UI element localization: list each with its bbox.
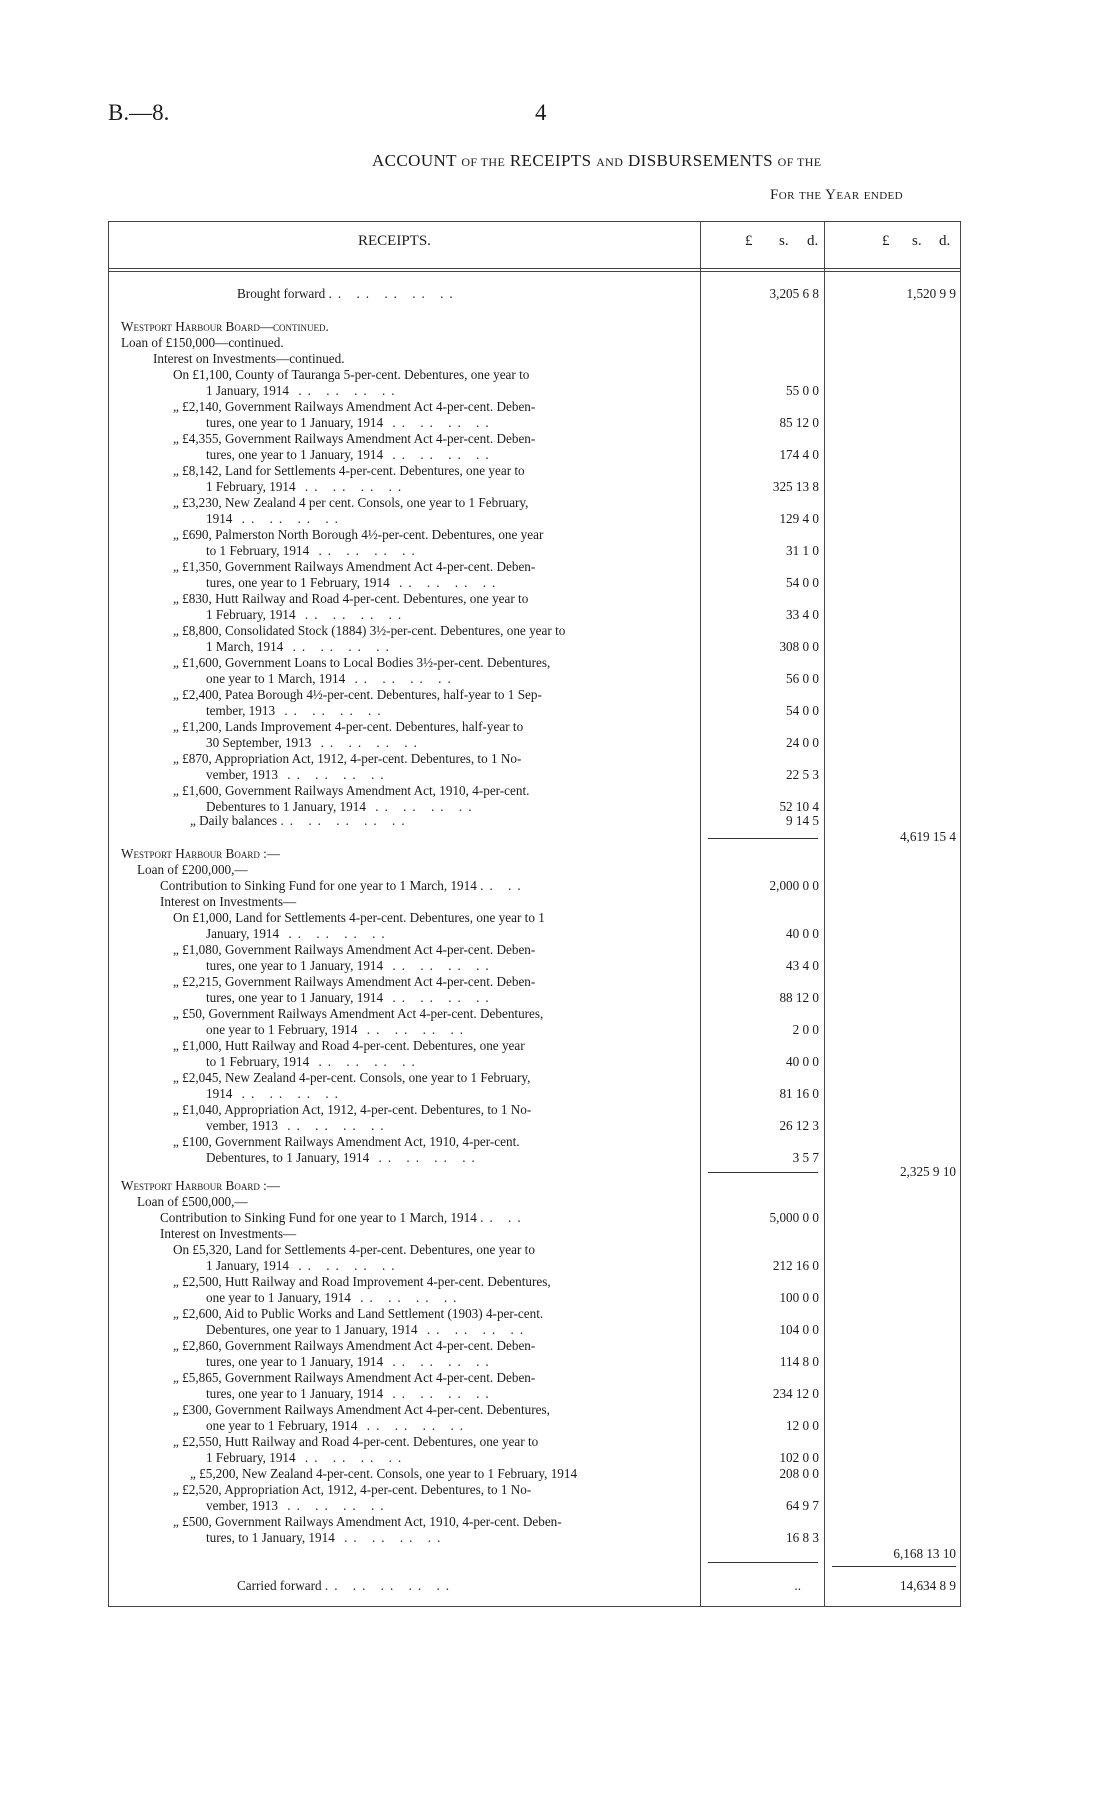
- column-divider-detail: [700, 221, 701, 1607]
- section2-total: 2,325 9 10: [899, 1164, 956, 1179]
- section1-item-amount: 31 1 0: [786, 543, 819, 558]
- section3-title: Westport Harbour Board :—: [121, 1178, 280, 1193]
- heading-and: AND: [596, 155, 624, 169]
- heading-of-the-1: OF THE: [461, 155, 506, 169]
- column-heading-pounds: £: [745, 233, 753, 249]
- section1-item-line2: tures, one year to 1 January, 1914 .. .. .. ..: [206, 415, 495, 430]
- carried-forward-row: Carried forward .. .. .. .. ..: [237, 1578, 456, 1593]
- section2-item-line1: On £1,000, Land for Settlements 4-per-cent. Debentures, one year to 1: [173, 910, 545, 925]
- page-number: 4: [535, 100, 547, 125]
- section2-item-amount: 88 12 0: [779, 990, 819, 1005]
- section3-item-line1: „ £2,500, Hutt Railway and Road Improvement 4-per-cent. Debentures,: [173, 1274, 551, 1289]
- section2-item-line2: tures, one year to 1 January, 1914 .. .. .. ..: [206, 958, 495, 973]
- section3-item-line2: Debentures, one year to 1 January, 1914 .. .. .. ..: [206, 1322, 530, 1337]
- section1-item-amount: 33 4 0: [786, 607, 819, 622]
- section3b-item-amount: 16 8 3: [786, 1530, 819, 1545]
- section2-item-amount: 40 0 0: [786, 926, 819, 941]
- heading-account: ACCOUNT: [372, 151, 457, 170]
- brought-forward-row: Brought forward .. .. .. .. ..: [237, 286, 459, 301]
- section1-item-line2: one year to 1 March, 1914 .. .. .. ..: [206, 671, 457, 686]
- section2-item-amount: 26 12 3: [779, 1118, 819, 1133]
- section1-title: Westport Harbour Board—continued.: [121, 319, 329, 334]
- section1-item-line1: „ £690, Palmerston North Borough 4½-per-cent. Debentures, one year: [173, 527, 544, 542]
- section1-item-line2: 30 September, 1913 .. .. .. ..: [206, 735, 423, 750]
- column-heading-total-pence: d.: [939, 233, 951, 249]
- section2-item-line1: „ £1,000, Hutt Railway and Road 4-per-cent. Debentures, one year: [173, 1038, 525, 1053]
- section2-item-line1: „ £1,080, Government Railways Amendment Act 4-per-cent. Deben-: [173, 942, 536, 957]
- section1-item-amount: 54 0 0: [786, 703, 819, 718]
- section3-item-amount: 212 16 0: [772, 1258, 819, 1273]
- brought-forward-total: 1,520 9 9: [906, 286, 956, 301]
- page-heading: [372, 151, 822, 171]
- section3-loan: Loan of £500,000,—: [137, 1194, 248, 1209]
- section3b-item-line1: „ £500, Government Railways Amendment Act, 1910, 4-per-cent. Deben-: [173, 1514, 562, 1529]
- column-heading-shillings: s.: [779, 233, 789, 249]
- column-heading-total-pounds: £: [882, 233, 890, 249]
- section2-item-line2: vember, 1913 .. .. .. ..: [206, 1118, 390, 1133]
- section3-item-line1: „ £5,865, Government Railways Amendment Act 4-per-cent. Deben-: [173, 1370, 536, 1385]
- section2-item-line2: to 1 February, 1914 .. .. .. ..: [206, 1054, 421, 1069]
- section3-item-line1: „ £2,600, Aid to Public Works and Land Settlement (1903) 4-per-cent.: [173, 1306, 544, 1321]
- section3-item-line1: „ £300, Government Railways Amendment Act 4-per-cent. Debentures,: [173, 1402, 550, 1417]
- section3-item-amount: 104 0 0: [779, 1322, 819, 1337]
- section3b-item-line2: tures, to 1 January, 1914 .. .. .. ..: [206, 1530, 447, 1545]
- section1-interest: Interest on Investments—continued.: [153, 351, 345, 366]
- section1-item-amount: 56 0 0: [786, 671, 819, 686]
- section3-item-line1: „ £2,550, Hutt Railway and Road 4-per-cent. Debentures, one year to: [173, 1434, 539, 1449]
- section3-item-amount: 100 0 0: [779, 1290, 819, 1305]
- section3-item-amount: 114 8 0: [779, 1354, 819, 1369]
- grand-total-rule: [832, 1566, 956, 1567]
- section2-item-amount: 40 0 0: [786, 1054, 819, 1069]
- section1-item-line2: 1 February, 1914 .. .. .. ..: [206, 479, 408, 494]
- subheading-year-ended: Year ended: [825, 187, 904, 203]
- section1-item-amount: 129 4 0: [779, 511, 819, 526]
- brought-forward-detail: 3,205 6 8: [769, 286, 819, 301]
- section1-item-line1: „ £4,355, Government Railways Amendment Act 4-per-cent. Deben-: [173, 431, 536, 446]
- section1-item-line1: „ £8,142, Land for Settlements 4-per-cent. Debentures, one year to: [173, 463, 525, 478]
- section2-item-amount: 3 5 7: [792, 1150, 819, 1165]
- column-heading-total-shillings: s.: [912, 233, 922, 249]
- section2-item-line1: „ £2,215, Government Railways Amendment Act 4-per-cent. Deben-: [173, 974, 536, 989]
- section1-item-line1: „ £1,350, Government Railways Amendment Act 4-per-cent. Deben-: [173, 559, 536, 574]
- section3-item-line2: one year to 1 February, 1914 .. .. .. ..: [206, 1418, 470, 1433]
- heading-disbursements: DISBURSEMENTS: [627, 151, 773, 170]
- section3-contribution-amount: 5,000 0 0: [769, 1210, 819, 1225]
- section1-daily-balances: „ Daily balances .. .. .. .. ..: [190, 813, 411, 828]
- section1-item-line2: 1 January, 1914 .. .. .. ..: [206, 383, 401, 398]
- section1-item-amount: 174 4 0: [779, 447, 819, 462]
- section1-item-amount: 85 12 0: [779, 415, 819, 430]
- section2-interest: Interest on Investments—: [160, 894, 297, 909]
- brought-forward-label: Brought forward: [237, 286, 326, 301]
- section1-item-line1: „ £870, Appropriation Act, 1912, 4-per-cent. Debentures, to 1 No-: [173, 751, 522, 766]
- section1-item-line1: „ £3,230, New Zealand 4 per cent. Consols, one year to 1 February,: [173, 495, 529, 510]
- subheading-for-the: For the: [770, 187, 822, 203]
- carried-forward-label: Carried forward: [237, 1578, 322, 1593]
- section1-item-line2: 1914 .. .. .. ..: [206, 511, 344, 526]
- section2-loan: Loan of £200,000,—: [137, 862, 248, 877]
- section1-item-line2: to 1 February, 1914 .. .. .. ..: [206, 543, 421, 558]
- section1-item-line1: „ £2,400, Patea Borough 4½-per-cent. Debentures, half-year to 1 Sep-: [173, 687, 542, 702]
- heading-receipts: RECEIPTS: [509, 151, 592, 170]
- section1-total: 4,619 15 4: [899, 829, 956, 844]
- section2-contribution: Contribution to Sinking Fund for one year to 1 March, 1914 .. ..: [160, 878, 527, 893]
- section1-item-amount: 55 0 0: [786, 383, 819, 398]
- section3-item-line2: tures, one year to 1 January, 1914 .. .. .. ..: [206, 1386, 495, 1401]
- section2-item-line1: „ £50, Government Railways Amendment Act 4-per-cent. Debentures,: [173, 1006, 544, 1021]
- section1-item-line1: „ £8,800, Consolidated Stock (1884) 3½-per-cent. Debentures, one year to: [173, 623, 566, 638]
- section1-loan: Loan of £150,000—continued.: [121, 335, 284, 350]
- section3b-item-line1: „ £2,520, Appropriation Act, 1912, 4-per-cent. Debentures, to 1 No-: [173, 1482, 532, 1497]
- section1-item-line2: tures, one year to 1 February, 1914 .. .. .. ..: [206, 575, 502, 590]
- section3-item-line2: 1 February, 1914 .. .. .. ..: [206, 1450, 408, 1465]
- section3-item-line2: one year to 1 January, 1914 .. .. .. ..: [206, 1290, 463, 1305]
- section1-item-line2: vember, 1913 .. .. .. ..: [206, 767, 390, 782]
- section1-item-amount: 24 0 0: [786, 735, 819, 750]
- column-heading-receipts: RECEIPTS.: [358, 233, 431, 249]
- column-divider-total: [824, 221, 825, 1607]
- section1-item-line1: „ £1,200, Lands Improvement 4-per-cent. Debentures, half-year to: [173, 719, 524, 734]
- section1-item-line1: On £1,100, County of Tauranga 5-per-cent. Debentures, one year to: [173, 367, 530, 382]
- carried-forward-total: 14,634 8 9: [899, 1578, 956, 1593]
- section2-item-line1: „ £2,045, New Zealand 4-per-cent. Consols, one year to 1 February,: [173, 1070, 531, 1085]
- section2-subtotal-rule: [708, 1172, 818, 1173]
- section3-item-line1: „ £2,860, Government Railways Amendment Act 4-per-cent. Deben-: [173, 1338, 536, 1353]
- carried-forward-detail: ..: [794, 1578, 801, 1593]
- column-heading-pence: d.: [807, 233, 819, 249]
- section2-contribution-amount: 2,000 0 0: [769, 878, 819, 893]
- section2-item-amount: 2 0 0: [792, 1022, 819, 1037]
- daily-balances-label: „ Daily balances: [190, 813, 278, 828]
- section1-item-line1: „ £1,600, Government Loans to Local Bodies 3½-per-cent. Debentures,: [173, 655, 551, 670]
- section3-item-amount: 234 12 0: [772, 1386, 819, 1401]
- header-rule-double: [108, 271, 961, 272]
- section2-title: Westport Harbour Board :—: [121, 846, 280, 861]
- section2-item-line2: January, 1914 .. .. .. ..: [206, 926, 391, 941]
- section2-item-line2: Debentures, to 1 January, 1914 .. .. .. ..: [206, 1150, 481, 1165]
- section1-item-line1: „ £830, Hutt Railway and Road 4-per-cent. Debentures, one year to: [173, 591, 529, 606]
- section3-item-line1: On £5,320, Land for Settlements 4-per-cent. Debentures, one year to: [173, 1242, 535, 1257]
- section2-item-line1: „ £100, Government Railways Amendment Act, 1910, 4-per-cent.: [173, 1134, 520, 1149]
- section2-item-line2: one year to 1 February, 1914 .. .. .. ..: [206, 1022, 470, 1037]
- section3-item-amount: 12 0 0: [786, 1418, 819, 1433]
- section3b-item-amount: 64 9 7: [786, 1498, 819, 1513]
- section3-contribution: Contribution to Sinking Fund for one year to 1 March, 1914 .. ..: [160, 1210, 527, 1225]
- section3-item-amount: 102 0 0: [779, 1450, 819, 1465]
- section3b-item-line2: vember, 1913 .. .. .. ..: [206, 1498, 390, 1513]
- section2-item-line2: tures, one year to 1 January, 1914 .. .. .. ..: [206, 990, 495, 1005]
- section1-item-line1: „ £2,140, Government Railways Amendment Act 4-per-cent. Deben-: [173, 399, 536, 414]
- section3-single-amount: 208 0 0: [779, 1466, 819, 1481]
- document-reference: B.—8.: [108, 100, 170, 125]
- section3-subtotal-rule: [708, 1562, 818, 1563]
- section1-item-line2: tures, one year to 1 January, 1914 .. .. .. ..: [206, 447, 495, 462]
- section1-item-amount: 52 10 4: [779, 799, 819, 814]
- section1-item-amount: 54 0 0: [786, 575, 819, 590]
- page-subheading: [770, 187, 903, 204]
- section3-total: 6,168 13 10: [893, 1546, 956, 1561]
- section1-item-line2: tember, 1913 .. .. .. ..: [206, 703, 387, 718]
- section2-item-amount: 81 16 0: [779, 1086, 819, 1101]
- section2-item-line1: „ £1,040, Appropriation Act, 1912, 4-per-cent. Debentures, to 1 No-: [173, 1102, 532, 1117]
- section3-single-item: „ £5,200, New Zealand 4-per-cent. Consols, one year to 1 February, 1914: [190, 1466, 578, 1481]
- section1-item-amount: 325 13 8: [772, 479, 819, 494]
- section2-item-amount: 43 4 0: [786, 958, 819, 973]
- section1-item-line1: „ £1,600, Government Railways Amendment Act, 1910, 4-per-cent.: [173, 783, 530, 798]
- section3-interest: Interest on Investments—: [160, 1226, 297, 1241]
- section1-subtotal-rule: [708, 838, 818, 839]
- section3-item-line2: 1 January, 1914 .. .. .. ..: [206, 1258, 401, 1273]
- heading-of-the-2: OF THE: [777, 155, 822, 169]
- section1-item-line2: Debentures to 1 January, 1914 .. .. .. ..: [206, 799, 478, 814]
- section1-item-line2: 1 March, 1914 .. .. .. ..: [206, 639, 395, 654]
- section1-item-line2: 1 February, 1914 .. .. .. ..: [206, 607, 408, 622]
- section1-item-amount: 22 5 3: [786, 767, 819, 782]
- section1-item-amount: 308 0 0: [779, 639, 819, 654]
- header-rule: [108, 268, 961, 269]
- section3-item-line2: tures, one year to 1 January, 1914 .. .. .. ..: [206, 1354, 495, 1369]
- section2-item-line2: 1914 .. .. .. ..: [206, 1086, 344, 1101]
- daily-balances-amount: 9 14 5: [786, 813, 819, 828]
